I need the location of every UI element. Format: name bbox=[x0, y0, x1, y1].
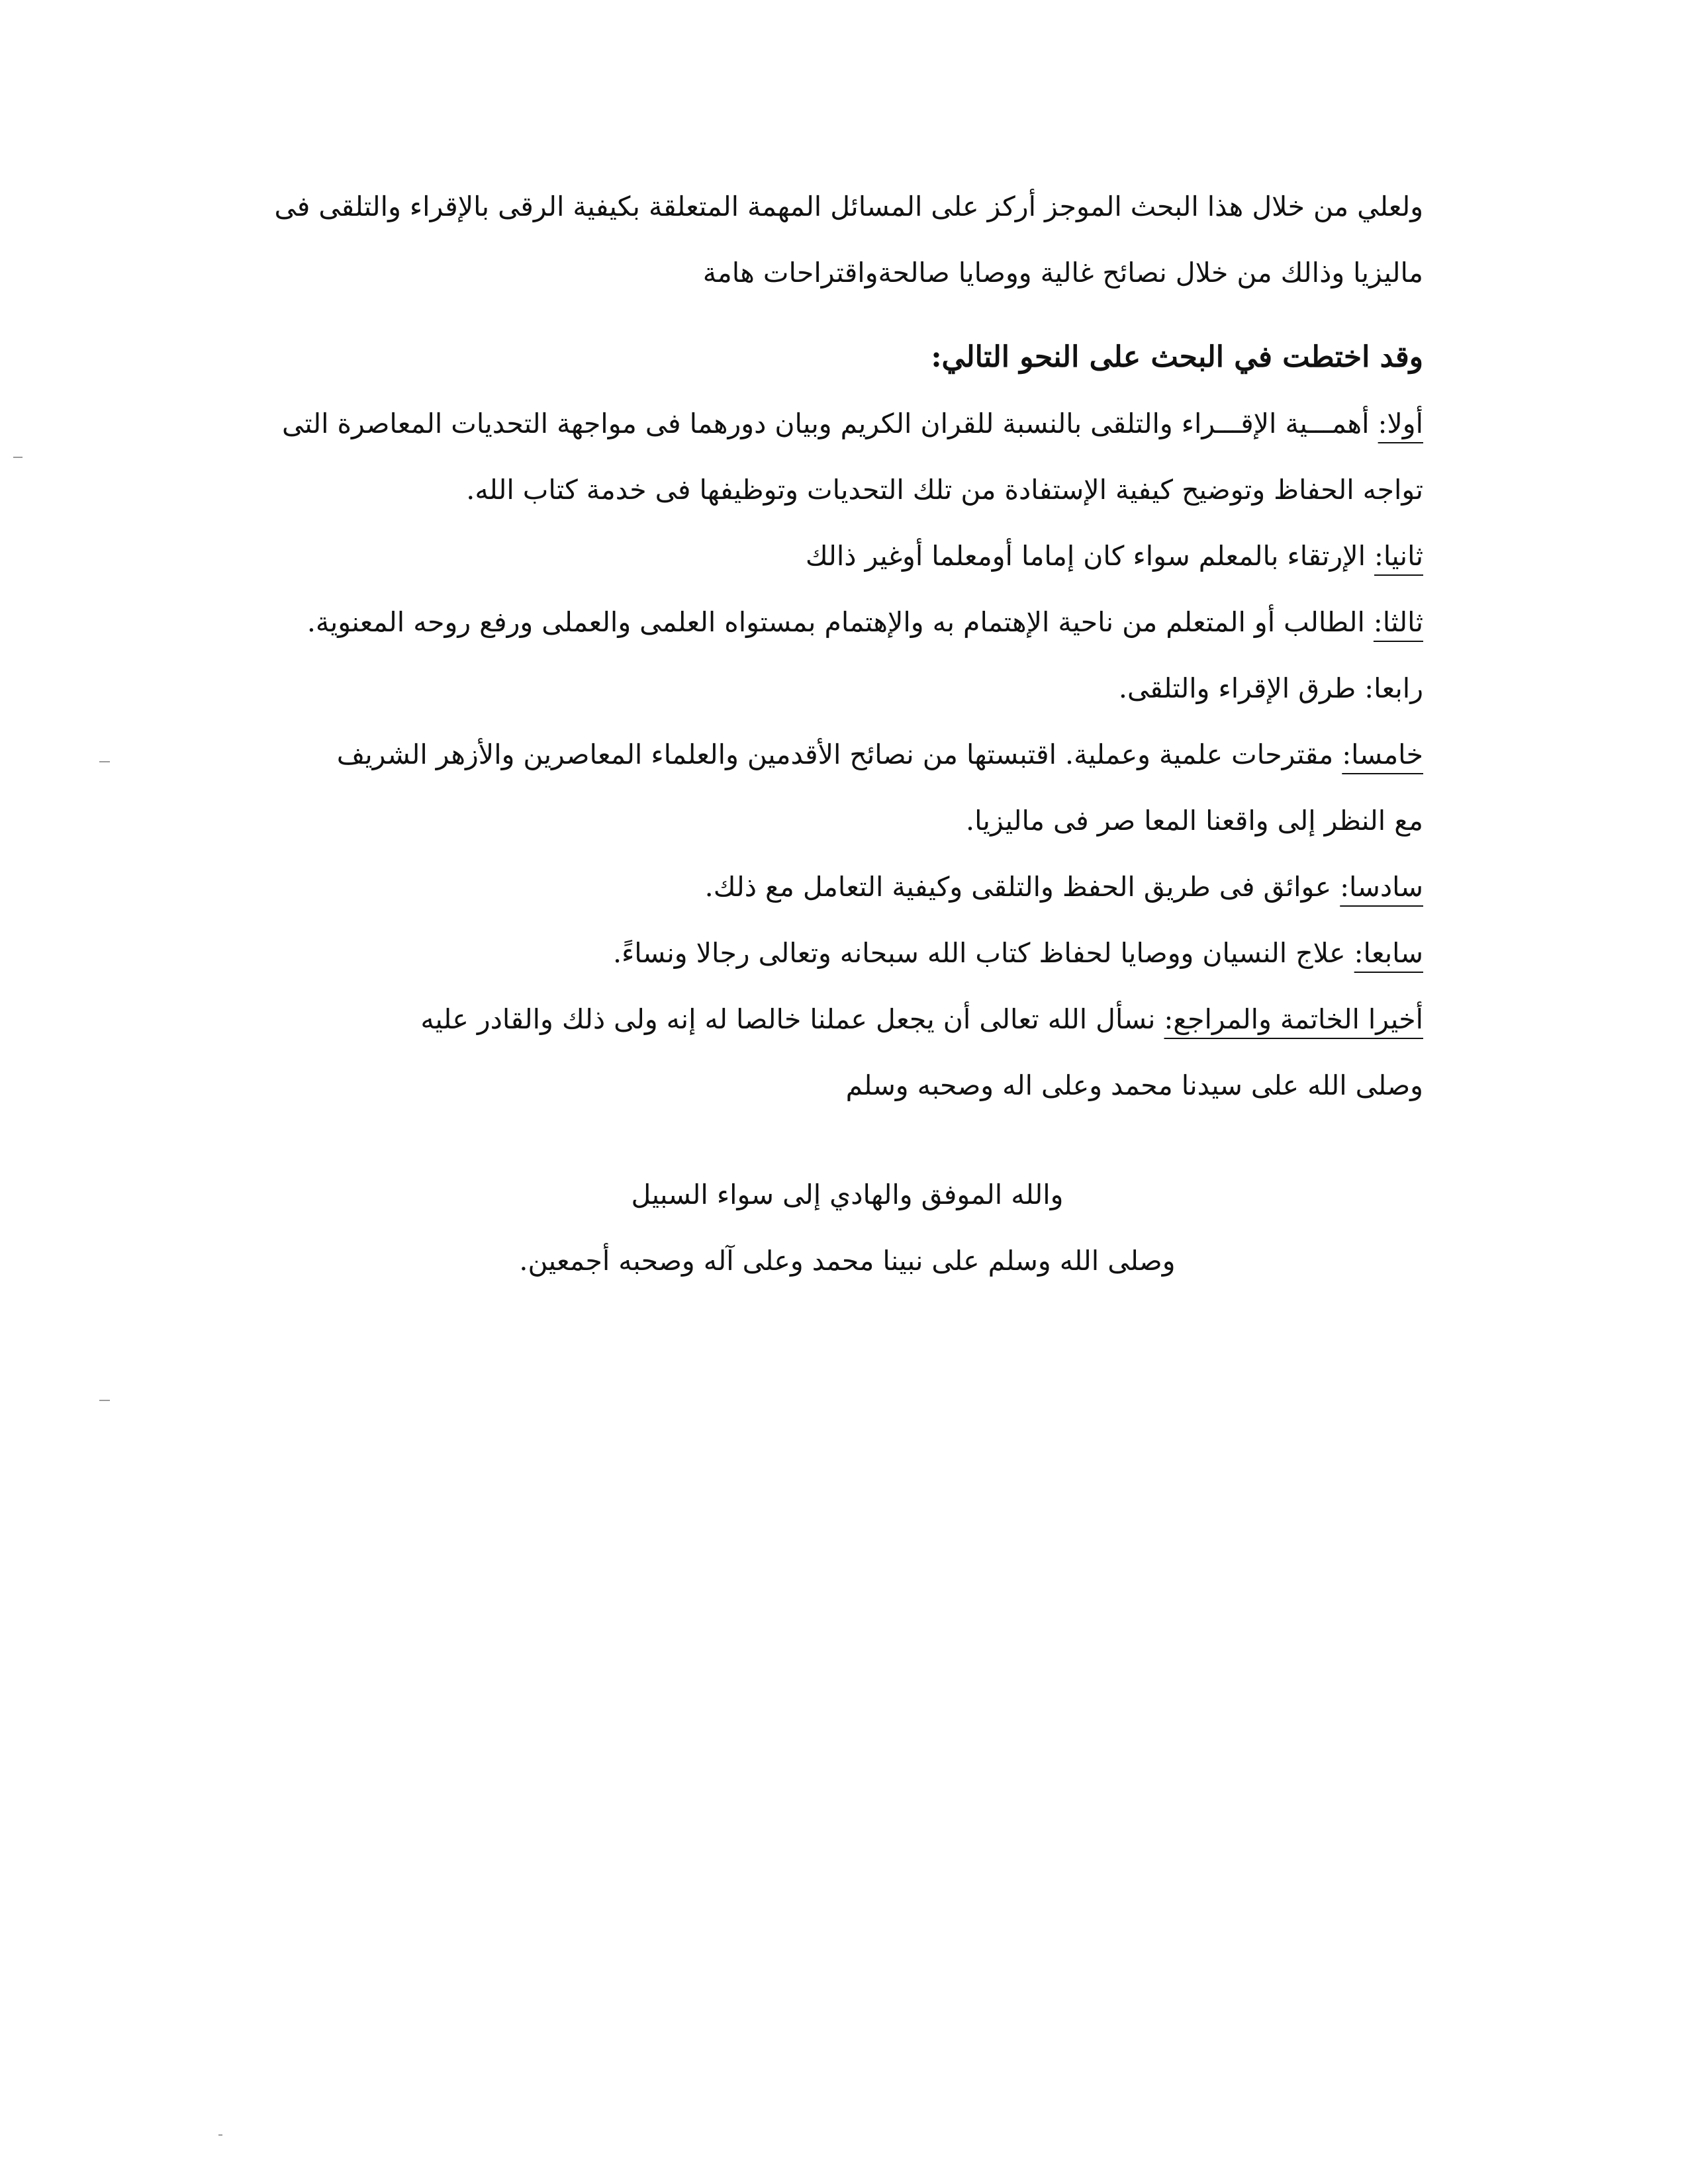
item-label: سابعا: bbox=[1354, 937, 1423, 969]
scan-mark bbox=[218, 2134, 222, 2136]
scan-mark bbox=[99, 1400, 110, 1401]
item-label: خامسا: bbox=[1342, 739, 1423, 770]
item-text: الطالب أو المتعلم من ناحية الإهتمام به والإهتمام بمستواه العلمى والعملى ورفع روحه المعنوية. bbox=[306, 606, 1374, 638]
item-text: مقترحات علمية وعملية. اقتبستها من نصائح الأقدمين والعلماء المعاصرين والأزهر الشريف bbox=[336, 739, 1342, 770]
closing-prayer bbox=[271, 1161, 1423, 1294]
list-item-6 bbox=[271, 854, 1423, 920]
scan-mark bbox=[99, 761, 110, 762]
intro-line-1: ولعلي من خلال هذا البحث الموجز أركز على المسائل المهمة المتعلقة بكيفية الرقى بالإقراء والتلقى فى bbox=[274, 191, 1423, 222]
item-label: ثالثا: bbox=[1373, 606, 1423, 638]
item-text: أهمـــية الإقـــراء والتلقى بالنسبة للقران الكريم وبيان دورهما فى مواجهة التحديات المعاصرة التى bbox=[282, 408, 1378, 439]
list-item-1-continuation: تواجه الحفاظ وتوضيح كيفية الإستفادة من تلك التحديات وتوظيفها فى خدمة كتاب الله. bbox=[466, 474, 1423, 506]
scan-mark bbox=[13, 457, 23, 458]
closing-line-1: والله الموفق والهادي إلى سواء السبيل bbox=[631, 1179, 1064, 1210]
item-text: علاج النسيان ووصايا لحفاظ كتاب الله سبحانه وتعالى رجالا ونساءً. bbox=[612, 937, 1354, 969]
item-label: ثانيا: bbox=[1374, 540, 1423, 572]
list-item-1 bbox=[271, 390, 1423, 457]
body-text bbox=[271, 173, 1423, 1118]
closing-line-2: وصلى الله وسلم على نبينا محمد وعلى آله وصحبه أجمعين. bbox=[519, 1245, 1176, 1277]
item-text: نسأل الله تعالى أن يجعل عملنا خالصا له إنه ولى ذلك والقادر عليه bbox=[420, 1003, 1164, 1035]
list-item-7 bbox=[271, 920, 1423, 986]
list-item-5 bbox=[271, 721, 1423, 788]
item-text: الإرتقاء بالمعلم سواء كان إماما أومعلما أوغير ذالك bbox=[805, 540, 1374, 572]
list-item-2 bbox=[271, 523, 1423, 589]
intro-line-2: ماليزيا وذالك من خلال نصائح غالية ووصايا صالحةواقتراحات هامة bbox=[702, 257, 1423, 289]
list-item-4 bbox=[271, 655, 1423, 721]
list-item-5-continuation: مع النظر إلى واقعنا المعا صر فى ماليزيا. bbox=[966, 805, 1423, 837]
item-text: عوائق فى طريق الحفظ والتلقى وكيفية التعامل مع ذلك. bbox=[704, 871, 1340, 903]
item-text: رابعا: طرق الإقراء والتلقى. bbox=[1118, 672, 1423, 704]
list-item-8-continuation: وصلى الله على سيدنا محمد وعلى اله وصحبه وسلم bbox=[845, 1069, 1423, 1101]
item-label: أخيرا الخاتمة والمراجع: bbox=[1164, 1003, 1423, 1035]
item-label: أولا: bbox=[1378, 408, 1423, 439]
item-label: سادسا: bbox=[1340, 871, 1423, 903]
section-heading: وقد اختطت في البحث على النحو التالي: bbox=[931, 340, 1423, 374]
list-item-3 bbox=[271, 589, 1423, 655]
list-item-8 bbox=[271, 986, 1423, 1052]
